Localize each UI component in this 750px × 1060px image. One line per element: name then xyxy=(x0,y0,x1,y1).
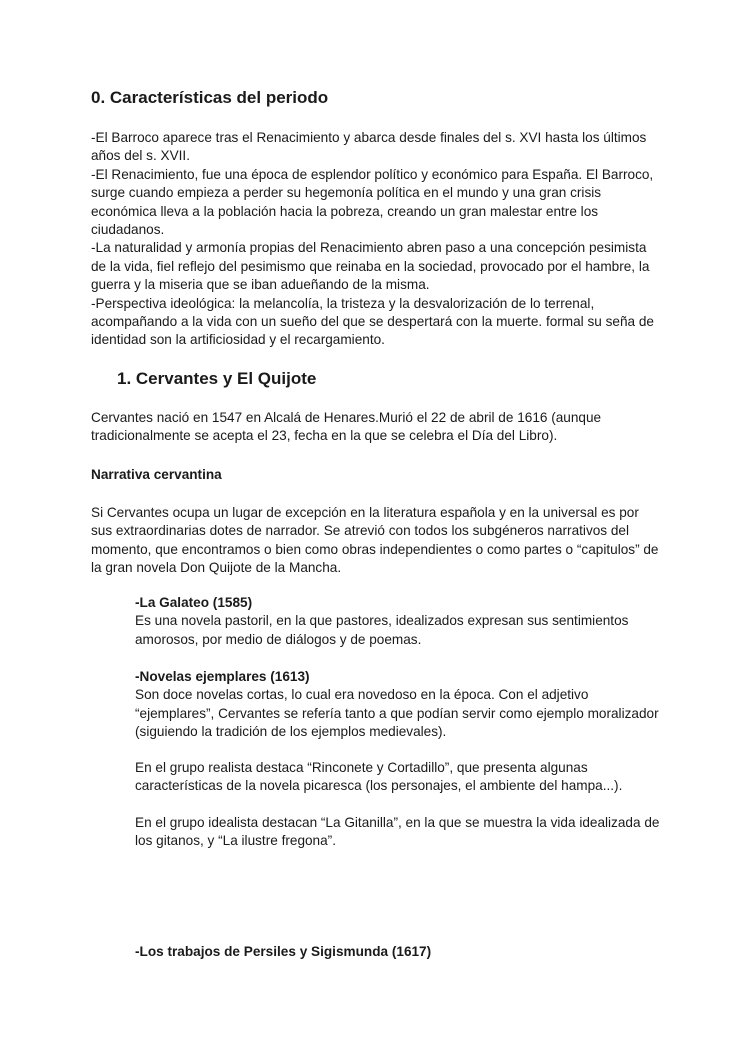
work-title-galatea: -La Galateo (1585) xyxy=(135,595,253,610)
work-novelas-ejemplares xyxy=(135,668,665,742)
work-persiles xyxy=(135,943,665,961)
work-text-novelas: Son doce novelas cortas, lo cual era novedoso en la época. Con el adjetivo “ejemplares”, Cervantes se refería tanto a que podían servir como ejemplo moralizador (siguiendo la tradición de los ejemplos medievales). xyxy=(135,687,659,740)
work-title-persiles: -Los trabajos de Persiles y Sigismunda (1617) xyxy=(135,944,432,959)
subheading-narrativa-cervantina: Narrativa cervantina xyxy=(91,467,222,482)
work-galatea xyxy=(135,594,665,649)
section-heading-caracteristicas: 0. Características del periodo xyxy=(91,88,329,107)
paragraph-grupo-idealista: En el grupo idealista destacan “La Gitanilla”, en la que se muestra la vida idealizada de los gitanos, y “La ilustre fregona”. xyxy=(135,815,660,849)
paragraph-perspectiva-ideologica: -Perspectiva ideológica: la melancolía, la tristeza y la desvalorización de lo terrenal, acompañando a la vida con un sueño del que se despertará con la muerte. formal su seña de identidad son la artificiosidad y el recargamiento. xyxy=(91,295,654,348)
section-body-caracteristicas xyxy=(91,129,661,350)
paragraph-cervantes-bio: Cervantes nació en 1547 en Alcalá de Henares.Murió el 22 de abril de 1616 (aunque tradicionalmente se acepta el 23, fecha en la que se celebra el Día del Libro). xyxy=(91,410,602,444)
paragraph-renacimiento-esplendor: -El Renacimiento, fue una época de esplendor político y económico para España. El Barroco, surge cuando empieza a perder su hegemonía política en el mundo y una gran crisis económica lleva a la población hacia la pobreza, creando un gran malestar entre los ciudadanos. xyxy=(91,166,654,238)
paragraph-narrativa: Si Cervantes ocupa un lugar de excepción en la literatura española y en la universal es por sus extraordinarias dotes de narrador. Se atrevió con todos los subgéneros narrativos del momento, que encontramos o bien como obras independientes o como partes o “capitulos” de la gran novela Don Quijote de la Mancha. xyxy=(91,505,659,576)
work-title-novelas: -Novelas ejemplares (1613) xyxy=(135,669,310,684)
section-heading-cervantes: 1. Cervantes y El Quijote xyxy=(117,369,317,388)
paragraph-grupo-realista: En el grupo realista destaca “Rinconete y Cortadillo”, que presenta algunas características de la novela picaresca (los personajes, el ambiente del hampa...). xyxy=(135,760,623,794)
paragraph-naturalidad-armonia: -La naturalidad y armonía propias del Renacimiento abren paso a una concepción pesimista de la vida, fiel reflejo del pesimismo que reinaba en la sociedad, provocado por el hambre, la guerra y la miseria que se iban adueñando de la misma. xyxy=(91,240,650,293)
work-text-galatea: Es una novela pastoril, en la que pastores, idealizados expresan sus sentimientos amorosos, por medio de diálogos y de poemas. xyxy=(135,613,629,647)
paragraph-barroco-periodo: -El Barroco aparece tras el Renacimiento y abarca desde finales del s. XVI hasta los últimos años del s. XVII. xyxy=(91,130,647,164)
